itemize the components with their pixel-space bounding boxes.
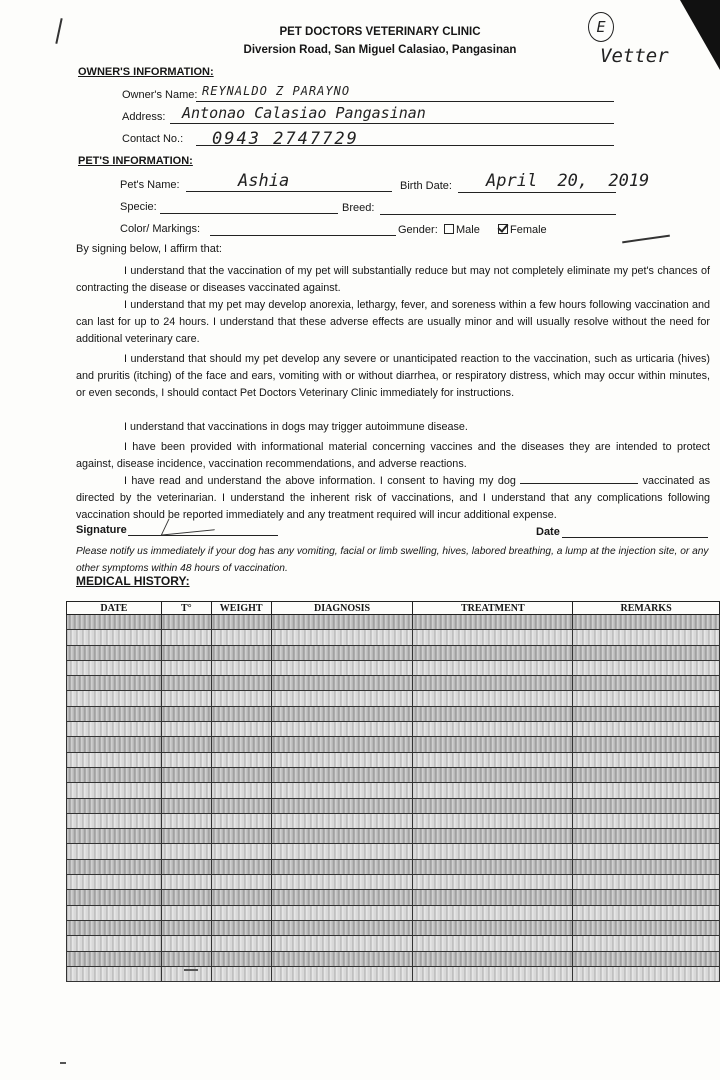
table-cell (271, 706, 413, 721)
table-cell (271, 660, 413, 675)
table-cell (67, 844, 162, 859)
table-cell (67, 615, 162, 630)
table-cell (413, 630, 573, 645)
table-cell (413, 660, 573, 675)
table-cell (413, 752, 573, 767)
table-cell (161, 859, 211, 874)
birth-date-value: April 20, 2019 (486, 171, 650, 191)
table-cell (161, 706, 211, 721)
table-cell (67, 859, 162, 874)
table-cell (413, 737, 573, 752)
table-cell (211, 676, 271, 691)
female-checkbox (498, 224, 508, 234)
birth-date-label: Birth Date: (400, 180, 452, 192)
consent-paragraph-1: I understand that the vaccination of my pet will substantially reduce but may not completely eliminate my pet's chances of contracting the disease or diseases vaccinated against. (76, 265, 710, 294)
male-label: Male (456, 224, 480, 236)
table-cell (413, 966, 573, 981)
table-header-row (67, 602, 720, 615)
birth-date-line (458, 192, 616, 193)
table-row (67, 691, 720, 706)
table-cell (211, 813, 271, 828)
gender-female-option (498, 224, 547, 236)
table-cell (413, 722, 573, 737)
table-row (67, 645, 720, 660)
consent-paragraph-2: I understand that my pet may develop anorexia, lethargy, fever, and soreness within a few hours following vaccination and can last for up to 24 hours. I understand that these adverse effects are usually minor and will usually resolve without the need for additional veterinary care. (76, 299, 710, 345)
table-cell (211, 737, 271, 752)
consent-paragraph-6: I have read and understand the above information. I consent to having my dog vaccinated as directed by the veterinarian. I understand the inherent risk of vaccinations, and I understand that any complications following vaccination should be reported immediately and any treatment required will incur additional expense. (76, 475, 711, 521)
pet-name-value: Ashia (238, 171, 290, 191)
table-cell (573, 783, 720, 798)
table-cell (573, 920, 720, 935)
margin-stroke (622, 235, 670, 243)
table-cell (413, 706, 573, 721)
table-cell (161, 951, 211, 966)
table-cell (573, 752, 720, 767)
table-cell (161, 829, 211, 844)
table-cell (573, 737, 720, 752)
owner-name-value: REYNALDO Z PARAYNO (202, 84, 351, 98)
dog-name-blank (520, 483, 638, 484)
table-cell (413, 844, 573, 859)
table-cell (211, 752, 271, 767)
table-cell (67, 798, 162, 813)
table-cell (271, 920, 413, 935)
table-cell (211, 905, 271, 920)
contact-value: 0943 2747729 (212, 129, 359, 149)
history-table-body (67, 615, 720, 982)
table-cell (413, 890, 573, 905)
table-cell (271, 966, 413, 981)
contact-label: Contact No.: (122, 133, 184, 145)
table-row (67, 966, 720, 981)
consent-intro: By signing below, I affirm that: (76, 243, 222, 255)
table-cell (211, 875, 271, 890)
table-cell (161, 783, 211, 798)
table-row (67, 844, 720, 859)
table-cell (573, 630, 720, 645)
table-cell (573, 966, 720, 981)
table-row (67, 936, 720, 951)
table-cell (67, 752, 162, 767)
table-cell (573, 722, 720, 737)
table-cell (67, 676, 162, 691)
table-cell (161, 691, 211, 706)
table-cell (271, 875, 413, 890)
table-cell (271, 630, 413, 645)
breed-line (380, 214, 616, 215)
address-label: Address: (122, 111, 166, 123)
table-row (67, 783, 720, 798)
table-cell (67, 783, 162, 798)
table-cell (271, 813, 413, 828)
table-cell (271, 737, 413, 752)
clinic-address: Diversion Road, San Miguel Calasiao, Pangasinan (243, 44, 517, 56)
table-cell (573, 798, 720, 813)
table-cell (271, 844, 413, 859)
table-row (67, 752, 720, 767)
table-cell (67, 920, 162, 935)
breed-label: Breed: (342, 202, 375, 214)
table-row (67, 767, 720, 782)
table-cell (413, 645, 573, 660)
table-cell (211, 966, 271, 981)
table-cell (67, 905, 162, 920)
gender-label: Gender: (398, 224, 438, 236)
table-cell (271, 951, 413, 966)
table-cell (271, 905, 413, 920)
table-cell (161, 660, 211, 675)
signature-label: Signature (76, 524, 127, 536)
table-cell (67, 630, 162, 645)
table-cell (271, 752, 413, 767)
consent-paragraph-5: I have been provided with informational material concerning vaccines and the diseases they are intended to protect against, disease incidence, vaccination recommendations, and adverse reactions. (76, 441, 710, 470)
table-cell (67, 951, 162, 966)
table-cell (67, 829, 162, 844)
table-cell (413, 905, 573, 920)
table-cell (573, 829, 720, 844)
table-cell (211, 890, 271, 905)
table-cell (67, 890, 162, 905)
notice-text: Please notify us immediately if your dog has any vomiting, facial or limb swelling, hives, labored breathing, a lump at the injection site, or any other symptoms within 48 hours of vaccination. (76, 546, 709, 574)
table-row (67, 813, 720, 828)
table-cell (211, 936, 271, 951)
table-cell (413, 951, 573, 966)
table-cell (67, 660, 162, 675)
table-cell (573, 936, 720, 951)
owner-name-label: Owner's Name: (122, 89, 198, 101)
table-cell (413, 615, 573, 630)
table-row (67, 660, 720, 675)
owner-section-title: OWNER'S INFORMATION: (78, 66, 214, 78)
table-row (67, 920, 720, 935)
corner-note: Vetter (600, 45, 669, 67)
table-cell (413, 920, 573, 935)
table-cell (161, 737, 211, 752)
table-row (67, 706, 720, 721)
color-label: Color/ Markings: (120, 223, 201, 235)
table-cell (161, 920, 211, 935)
column-header-treatment: TREATMENT (413, 602, 573, 615)
date-label: Date (536, 526, 560, 538)
table-cell (161, 722, 211, 737)
table-cell (211, 798, 271, 813)
table-cell (413, 936, 573, 951)
consent-paragraph-3: I understand that should my pet develop any severe or unanticipated reaction to the vaccination, such as urticaria (hives) and pruritis (itching) of the face and ears, vomiting with or without diarrhea, or respiratory distress, which may occur within minutes, or even seconds, I should contact Pet Doctors Veterinary Clinic immediately for instructions. (76, 353, 710, 399)
table-cell (67, 691, 162, 706)
table-cell (67, 936, 162, 951)
column-header-remarks: REMARKS (573, 602, 720, 615)
table-cell (413, 798, 573, 813)
table-cell (161, 890, 211, 905)
column-header-date: DATE (67, 602, 162, 615)
table-cell (413, 859, 573, 874)
scan-speck (184, 969, 198, 971)
table-cell (67, 706, 162, 721)
color-line (210, 235, 396, 236)
table-cell (573, 859, 720, 874)
table-cell (271, 767, 413, 782)
table-cell (211, 859, 271, 874)
column-header-temperature: T° (161, 602, 211, 615)
table-cell (211, 660, 271, 675)
table-cell (161, 905, 211, 920)
table-cell (573, 706, 720, 721)
table-cell (271, 936, 413, 951)
consent-paragraph-4: I understand that vaccinations in dogs may trigger autoimmune disease. (124, 421, 468, 433)
table-cell (573, 645, 720, 660)
table-row (67, 737, 720, 752)
history-section-title: MEDICAL HISTORY: (76, 574, 190, 588)
table-cell (211, 706, 271, 721)
table-cell (211, 844, 271, 859)
table-cell (271, 859, 413, 874)
table-cell (67, 767, 162, 782)
table-cell (271, 829, 413, 844)
table-cell (211, 783, 271, 798)
table-cell (271, 691, 413, 706)
table-cell (161, 630, 211, 645)
address-line (170, 123, 614, 124)
specie-line (160, 213, 338, 214)
table-row (67, 890, 720, 905)
table-cell (161, 936, 211, 951)
table-cell (271, 615, 413, 630)
date-line (562, 537, 708, 538)
pet-name-label: Pet's Name: (120, 179, 180, 191)
table-cell (211, 615, 271, 630)
table-cell (161, 676, 211, 691)
table-cell (67, 966, 162, 981)
table-cell (413, 875, 573, 890)
table-cell (271, 645, 413, 660)
table-cell (67, 722, 162, 737)
signature-line (128, 535, 278, 536)
table-cell (413, 813, 573, 828)
pet-name-line (186, 191, 392, 192)
table-cell (211, 920, 271, 935)
corner-mark: E (588, 12, 614, 42)
table-cell (413, 829, 573, 844)
table-cell (211, 630, 271, 645)
table-cell (211, 691, 271, 706)
table-row (67, 829, 720, 844)
table-cell (161, 767, 211, 782)
table-cell (271, 783, 413, 798)
table-cell (211, 722, 271, 737)
table-cell (413, 783, 573, 798)
table-row (67, 905, 720, 920)
table-row (67, 875, 720, 890)
table-cell (161, 645, 211, 660)
table-cell (271, 722, 413, 737)
table-cell (573, 676, 720, 691)
table-cell (573, 691, 720, 706)
pet-section-title: PET'S INFORMATION: (78, 155, 193, 167)
specie-label: Specie: (120, 201, 157, 213)
owner-name-line (196, 101, 614, 102)
gender-male-option (444, 224, 480, 236)
table-cell (573, 813, 720, 828)
table-cell (271, 676, 413, 691)
table-cell (67, 645, 162, 660)
table-cell (67, 875, 162, 890)
table-cell (211, 767, 271, 782)
table-cell (161, 813, 211, 828)
table-cell (161, 615, 211, 630)
clinic-name: PET DOCTORS VETERINARY CLINIC (279, 26, 481, 38)
table-cell (161, 875, 211, 890)
medical-history-table (66, 601, 720, 982)
table-cell (271, 798, 413, 813)
table-cell (161, 798, 211, 813)
table-cell (413, 691, 573, 706)
table-cell (67, 813, 162, 828)
table-cell (211, 951, 271, 966)
table-cell (573, 615, 720, 630)
table-cell (413, 676, 573, 691)
table-row (67, 722, 720, 737)
table-cell (573, 951, 720, 966)
table-cell (573, 767, 720, 782)
table-row (67, 951, 720, 966)
table-row (67, 676, 720, 691)
table-cell (211, 829, 271, 844)
address-value: Antonao Calasiao Pangasinan (182, 104, 426, 122)
table-cell (413, 767, 573, 782)
table-row (67, 798, 720, 813)
table-cell (573, 905, 720, 920)
column-header-weight: WEIGHT (211, 602, 271, 615)
column-header-diagnosis: DIAGNOSIS (271, 602, 413, 615)
table-cell (211, 645, 271, 660)
table-cell (573, 890, 720, 905)
table-cell (161, 752, 211, 767)
male-checkbox (444, 224, 454, 234)
table-cell (67, 737, 162, 752)
table-row (67, 859, 720, 874)
table-cell (573, 844, 720, 859)
table-row (67, 630, 720, 645)
table-row (67, 615, 720, 630)
table-cell (271, 890, 413, 905)
scan-speck (60, 1062, 66, 1064)
table-cell (573, 660, 720, 675)
female-label: Female (510, 224, 547, 236)
table-cell (161, 844, 211, 859)
table-cell (573, 875, 720, 890)
